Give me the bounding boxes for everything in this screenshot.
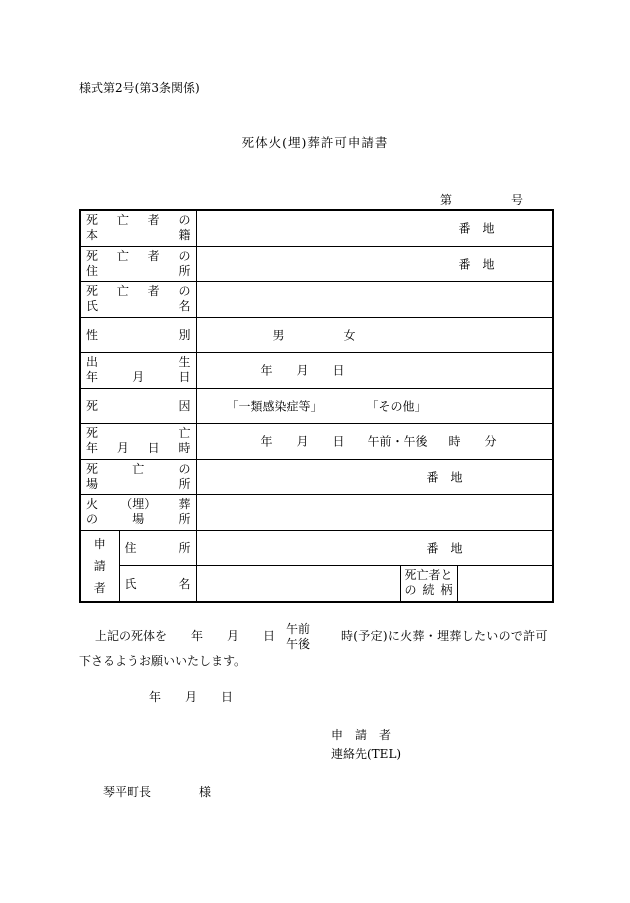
label-char: 死 (86, 426, 99, 441)
label-char: 葬 (178, 497, 191, 512)
label-char: 者 (93, 580, 106, 595)
request-text-part2: 時(予定)に火葬・埋葬したいので許可 (341, 629, 548, 643)
am-text: 午前 (286, 622, 311, 636)
row-sei (80, 317, 553, 353)
label-char: 月 (132, 370, 145, 385)
label-char: 別 (178, 328, 191, 343)
application-date: 年 月 日 (149, 690, 234, 704)
label-char: 火 (86, 497, 99, 512)
label-char: 性 (86, 328, 99, 343)
field-death-time[interactable] (196, 424, 553, 460)
row-applicant-address (80, 530, 553, 566)
label-char: 日 (147, 441, 160, 456)
am-pm-choice (286, 622, 310, 652)
field-shimei[interactable] (196, 282, 553, 318)
label-death-place (80, 459, 196, 495)
label-char: 名 (178, 299, 191, 314)
applicant-label: 申 請 者 (331, 728, 392, 742)
label-applicant-address (119, 530, 196, 566)
label-char: 死 (86, 284, 99, 299)
label-char: 死 (86, 461, 99, 476)
number-prefix: 第 (440, 193, 453, 207)
banchi-text: 番 地 (458, 257, 495, 272)
number-suffix: 号 (511, 193, 524, 207)
death-date-text: 年 月 日 (260, 434, 345, 449)
label-char: 年 (86, 441, 99, 456)
ampm-text: 午前・午後 (367, 434, 428, 449)
minute-text: 分 (484, 434, 497, 449)
label-char: 因 (178, 399, 191, 414)
label-char: 者 (147, 284, 160, 299)
label-char: 亡 (116, 248, 129, 263)
label-cremation-place (80, 495, 196, 531)
label-char: 名 (178, 576, 191, 591)
label-char: 者 (147, 213, 160, 228)
document-title: 死体火(埋)葬許可申請書 (241, 135, 389, 150)
field-relation[interactable] (457, 566, 553, 602)
label-char: の (178, 284, 191, 299)
field-death-place[interactable] (196, 459, 553, 495)
field-applicant-address[interactable] (196, 530, 553, 566)
label-char: 亡 (116, 284, 129, 299)
label-char: 氏 (124, 576, 137, 591)
row-jusho (80, 246, 553, 282)
field-cause[interactable] (196, 388, 553, 424)
label-char: 亡 (178, 426, 191, 441)
label-char: 亡 (132, 461, 145, 476)
field-applicant-name[interactable] (196, 566, 400, 602)
row-death-time (80, 424, 553, 460)
label-char: 出 (86, 355, 99, 370)
label-char: 生 (178, 355, 191, 370)
row-honseki (80, 210, 553, 246)
option-other[interactable]: 「その他」 (366, 399, 427, 414)
contact-label: 連絡先(TEL) (331, 747, 402, 761)
label-char: 死 (86, 248, 99, 263)
label-char: 請 (93, 558, 106, 573)
label-char: 時 (178, 441, 191, 456)
row-shimei (80, 282, 553, 318)
label-char: 日 (178, 370, 191, 385)
option-male[interactable]: 男 (272, 328, 285, 343)
label-jusho (80, 246, 196, 282)
field-cremation-place[interactable] (196, 495, 553, 531)
label-char: 死 (86, 399, 99, 414)
field-honseki[interactable] (196, 210, 553, 246)
label-shimei (80, 282, 196, 318)
label-char: 住 (86, 263, 99, 278)
field-sei[interactable] (196, 317, 553, 353)
label-char: 場 (132, 512, 145, 527)
label-applicant-vertical (80, 530, 119, 602)
form-number: 様式第2号(第3条関係) (79, 81, 200, 95)
label-char: の (178, 248, 191, 263)
label-cause (80, 388, 196, 424)
banchi-text: 番 地 (426, 470, 463, 485)
label-char: 続 (422, 583, 435, 598)
field-jusho[interactable] (196, 246, 553, 282)
label-applicant-name (119, 566, 196, 602)
label-char: 所 (178, 476, 191, 491)
row-cause (80, 388, 553, 424)
label-birth (80, 353, 196, 389)
label-char: の (178, 213, 191, 228)
label-honseki (80, 210, 196, 246)
birth-date-text: 年 月 日 (260, 363, 345, 378)
row-death-place (80, 459, 553, 495)
label-char: 籍 (178, 228, 191, 243)
request-text-part1: 上記の死体を 年 月 日 (95, 629, 276, 643)
row-cremation-place (80, 495, 553, 531)
banchi-text: 番 地 (426, 541, 463, 556)
label-char: の (178, 461, 191, 476)
label-char: 場 (86, 476, 99, 491)
label-char: 死 (86, 213, 99, 228)
addressee: 琴平町長 様 (103, 785, 212, 799)
label-char: 所 (178, 263, 191, 278)
relation-line1: 死亡者と (404, 568, 453, 583)
pm-text: 午後 (286, 637, 311, 651)
request-text-line2: 下さるようお願いいたします。 (79, 654, 247, 668)
row-applicant-name (80, 566, 553, 602)
label-char: 所 (178, 512, 191, 527)
application-table (79, 209, 554, 603)
label-char: 柄 (440, 583, 453, 598)
label-char: 者 (147, 248, 160, 263)
label-char: 所 (178, 541, 191, 556)
label-relation (400, 566, 457, 602)
hour-text: 時 (448, 434, 461, 449)
label-char: 亡 (116, 213, 129, 228)
label-char: 氏 (86, 299, 99, 314)
label-char: 住 (124, 541, 137, 556)
label-sei (80, 317, 196, 353)
label-char: 本 (86, 228, 99, 243)
field-birth[interactable] (196, 353, 553, 389)
label-char: 申 (93, 536, 106, 551)
label-char: の (86, 512, 99, 527)
label-char: （埋） (120, 497, 157, 512)
label-char: の (404, 583, 417, 598)
row-birth (80, 353, 553, 389)
label-death-time (80, 424, 196, 460)
option-class1-infectious[interactable]: 「一類感染症等」 (226, 399, 323, 414)
label-char: 年 (86, 370, 99, 385)
option-female[interactable]: 女 (343, 328, 356, 343)
label-char: 月 (116, 441, 129, 456)
banchi-text: 番 地 (458, 221, 495, 236)
